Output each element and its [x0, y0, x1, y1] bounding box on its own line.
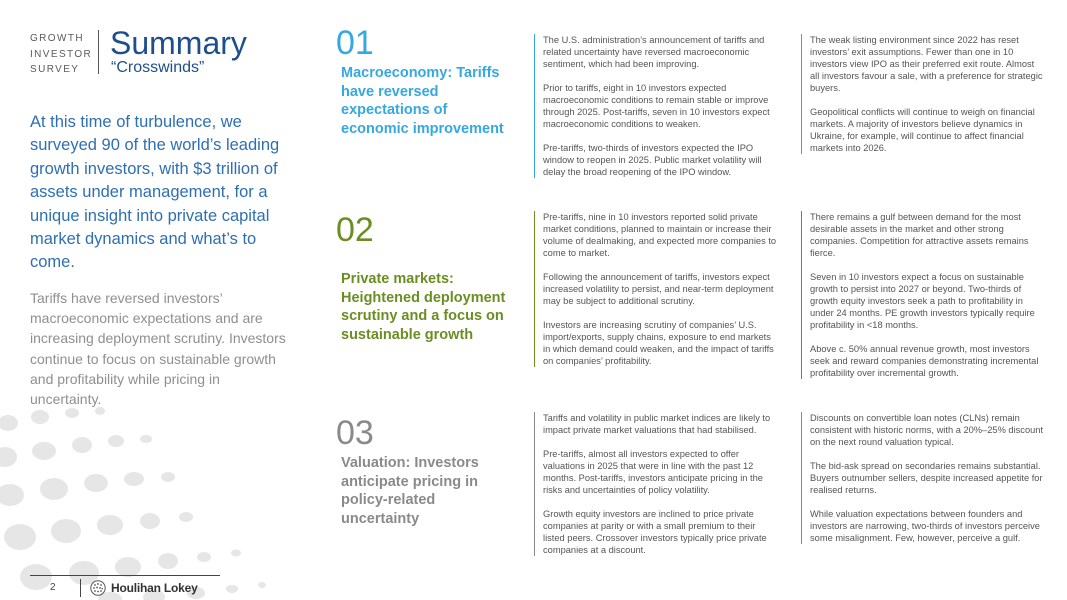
footer-rule [30, 575, 220, 576]
paragraph: Following the announcement of tariffs, investors expect increased volatility to persist, and near-term deployment may be subject to additional scrutiny. [543, 272, 774, 306]
section-column-left [534, 412, 778, 556]
paragraph: Above c. 50% annual revenue growth, most investors seek and reward companies demonstrating incremental profitability over incremental growth. [810, 344, 1039, 378]
paragraph: Tariffs and volatility in public market indices are likely to impact private market valuations that had stabilised. [543, 413, 771, 435]
brand-line: SURVEY [30, 64, 80, 75]
section-column-right [801, 211, 1045, 379]
section-title: Valuation: Investors anticipate pricing in policy-related uncertainty [341, 455, 479, 527]
survey-brand [30, 31, 93, 78]
page-number: 2 [50, 582, 56, 593]
paragraph: Seven in 10 investors expect a focus on sustainable growth to persist into 2027 or beyond. Two-thirds of growth equity investors seek a path to profitability in under 24 months. PE growth investors typically require profitability in <18 months. [810, 272, 1035, 330]
paragraph: Growth equity investors are inclined to price private companies at parity or with a small premium to their listed peers. Crossover investors typically price private companies at a discount. [543, 509, 767, 555]
paragraph: The bid-ask spread on secondaries remains substantial. Buyers outnumber sellers, despite increased appetite for realised returns. [810, 461, 1043, 495]
section-number: 03 [336, 414, 374, 452]
brand-line: GROWTH [30, 33, 84, 44]
section-column-right [801, 412, 1045, 544]
paragraph: While valuation expectations between founders and investors are narrowing, two-thirds of investors perceive some misalignment. Few, however, perceive a gulf. [810, 509, 1040, 543]
paragraph: Prior to tariffs, eight in 10 investors expected macroeconomic conditions to remain stable or improve through 2025. Post-tariffs, seven in 10 investors expect macroeconomic conditions to weaken. [543, 83, 770, 129]
paragraph: The U.S. administration’s announcement of tariffs and related uncertainty have reversed macroeconomic sentiment, which had been improving. [543, 35, 765, 69]
decorative-dots [0, 395, 300, 600]
section-column-left [534, 34, 778, 178]
section-title: Macroeconomy: Tariffs have reversed expectations of economic improvement [341, 65, 504, 137]
paragraph: Investors are increasing scrutiny of companies’ U.S. import/exports, supply chains, exposure to end markets in which demand could weaken, and the impact of tariffs on companies’ profitability. [543, 320, 774, 366]
paragraph: Geopolitical conflicts will continue to weigh on financial markets. A majority of investors believe dynamics in Ukraine, for example, will continue to affect financial markets into 2026. [810, 107, 1035, 153]
page-subtitle: “Crosswinds” [111, 59, 205, 76]
section-number: 02 [336, 211, 374, 249]
section-title: Private markets: Heightened deployment scrutiny and a focus on sustainable growth [341, 271, 506, 343]
globe-icon [90, 580, 106, 596]
header-divider [98, 30, 99, 74]
section-number: 01 [336, 24, 374, 62]
brand-line: INVESTOR [30, 48, 93, 60]
section-column-right [801, 34, 1045, 154]
intro-body: Tariffs have reversed investors’ macroeconomic expectations and are increasing deployment scrutiny. Investors continue to focus on sustainable growth and profitability while pricing in uncertainty. [30, 290, 286, 408]
section-column-left [534, 211, 778, 367]
paragraph: Pre-tariffs, two-thirds of investors expected the IPO window to reopen in 2025. Public market volatility will delay the broad reopening of the IPO window. [543, 143, 762, 177]
intro-lead: At this time of turbulence, we surveyed 90 of the world’s leading growth investors, with $3 trillion of assets under management, for a unique insight into private capital market dynamics and what’s to come. [30, 113, 280, 272]
paragraph: Pre-tariffs, nine in 10 investors reported solid private market conditions, planned to maintain or increase their volume of dealmaking, and expected more companies to come to market. [543, 212, 777, 258]
footer-divider [80, 579, 81, 597]
page-title: Summary [110, 25, 247, 61]
paragraph: Pre-tariffs, almost all investors expected to offer valuations in 2025 that were in line with the past 12 months. Post-tariffs, investors anticipate pricing in the risks and uncertainties of policy volatility. [543, 449, 763, 495]
paragraph: Discounts on convertible loan notes (CLNs) remain consistent with historic norms, with a 20%–25% discount on the next round valuation typical. [810, 413, 1044, 447]
company-logo-text: Houlihan Lokey [111, 581, 198, 595]
paragraph: There remains a gulf between demand for the most desirable assets in the market and other strong companies. Competition for attractive assets remains fierce. [810, 212, 1029, 258]
paragraph: The weak listing environment since 2022 has reset investors’ exit assumptions. Fewer than one in 10 investors view IPO as their preferred exit route. Almost all investors favour a sale, with a preference for strategic buyers. [810, 35, 1043, 93]
